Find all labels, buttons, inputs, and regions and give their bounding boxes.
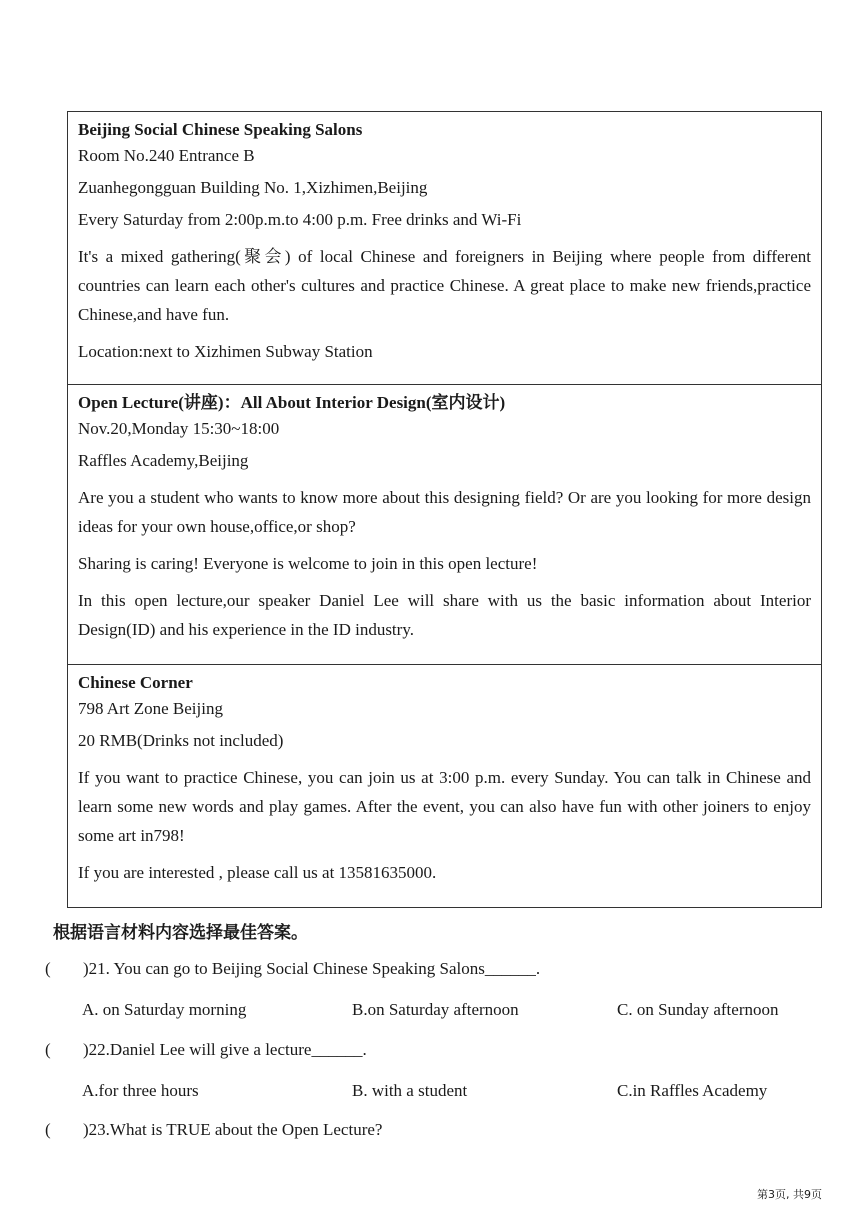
- address-line: Zuanhegongguan Building No. 1,Xizhimen,Beijing: [78, 178, 428, 197]
- answer-paren[interactable]: (: [45, 1120, 51, 1139]
- description: It's a mixed gathering(聚会) of local Chinese and foreigners in Beijing where people from different countries can learn each other's cultures and practice Chinese. A great place to make new friends,practice Chinese,and have fun.: [78, 247, 811, 324]
- venue-line: Raffles Academy,Beijing: [78, 451, 249, 470]
- description: Are you a student who wants to know more about this designing field? Or are you looking for more design ideas for your own house,office,or shop?: [78, 488, 811, 536]
- question-text: )22.Daniel Lee will give a lecture______.: [83, 1040, 367, 1059]
- section-corner: [68, 665, 821, 907]
- question: [45, 1040, 367, 1060]
- section-title: Chinese Corner: [78, 673, 193, 692]
- section-lecture: [68, 385, 821, 665]
- option-b: B.on Saturday afternoon: [352, 1000, 519, 1019]
- question-text: )23.What is TRUE about the Open Lecture?: [83, 1120, 383, 1139]
- option-c: C. on Sunday afternoon: [617, 1000, 779, 1019]
- option-a: A. on Saturday morning: [82, 1000, 247, 1019]
- address-line: Room No.240 Entrance B: [78, 146, 255, 165]
- contact: If you are interested , please call us at 13581635000.: [78, 863, 437, 882]
- section-salons: [68, 112, 821, 385]
- location: Location:next to Xizhimen Subway Station: [78, 342, 373, 361]
- option-b: B. with a student: [352, 1081, 468, 1100]
- instructions: 根据语言材料内容选择最佳答案。: [53, 923, 308, 943]
- time-line: Every Saturday from 2:00p.m.to 4:00 p.m. Free drinks and Wi-Fi: [78, 210, 522, 229]
- answer-paren[interactable]: (: [45, 1040, 51, 1059]
- notice-table: [67, 111, 822, 908]
- question: [45, 1120, 382, 1140]
- page-number: 第3页, 共9页: [757, 1188, 822, 1201]
- section-title: Open Lecture(讲座)：All About Interior Design(室内设计): [78, 393, 506, 412]
- option-a: A.for three hours: [82, 1081, 199, 1100]
- description: If you want to practice Chinese, you can join us at 3:00 p.m. every Sunday. You can talk in Chinese and learn some new words and play games. After the event, you can also have fun with other joiners to enjoy some art in798!: [78, 768, 811, 845]
- answer-paren[interactable]: (: [45, 959, 51, 978]
- price-line: 20 RMB(Drinks not included): [78, 731, 284, 750]
- question: [45, 959, 540, 979]
- question-text: )21. You can go to Beijing Social Chinese Speaking Salons______.: [83, 959, 541, 978]
- section-title: Beijing Social Chinese Speaking Salons: [78, 120, 363, 139]
- option-c: C.in Raffles Academy: [617, 1081, 768, 1100]
- venue-line: 798 Art Zone Beijing: [78, 699, 223, 718]
- description: In this open lecture,our speaker Daniel Lee will share with us the basic information about Interior Design(ID) and his experience in the ID industry.: [78, 591, 811, 639]
- date-line: Nov.20,Monday 15:30~18:00: [78, 419, 280, 438]
- description: Sharing is caring! Everyone is welcome to join in this open lecture!: [78, 554, 538, 573]
